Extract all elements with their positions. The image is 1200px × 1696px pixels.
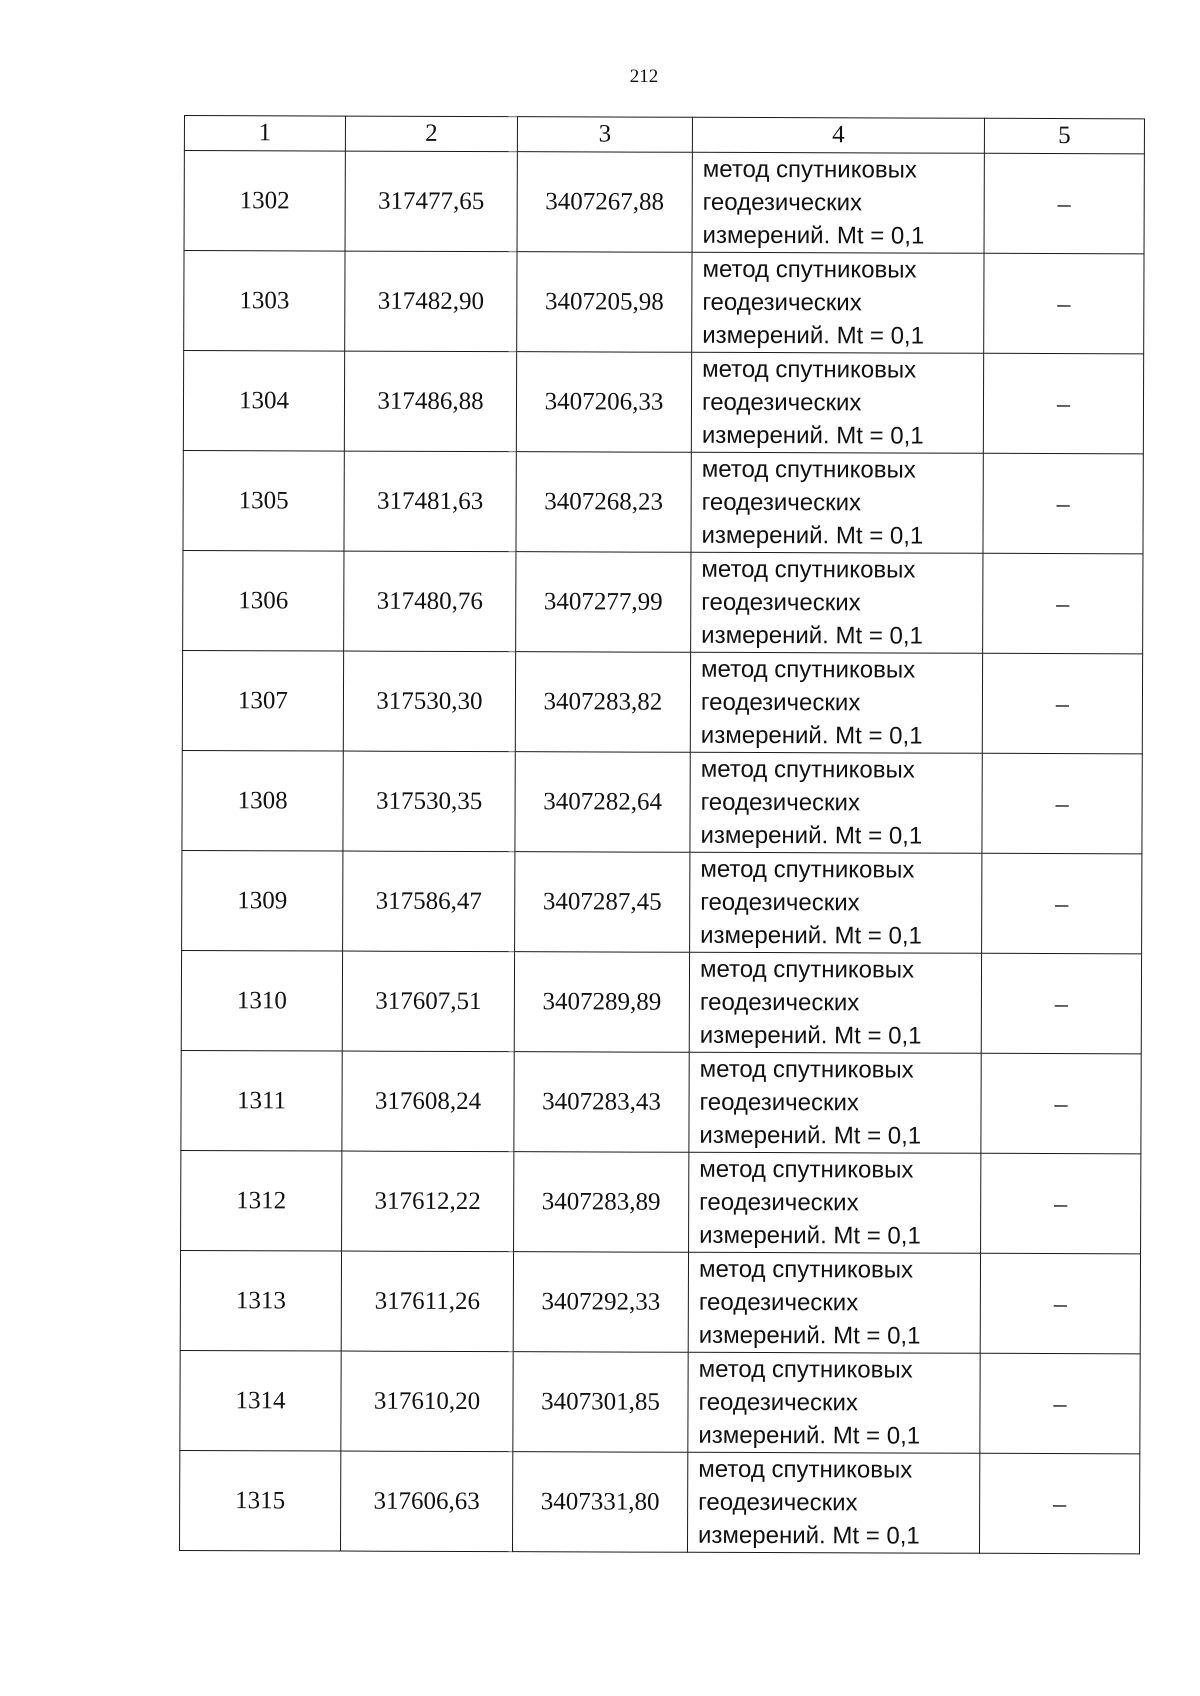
method-line: геодезических [701, 588, 861, 617]
method-line: измерений. Mt = 0,1 [702, 321, 925, 350]
note-cell: – [981, 1153, 1141, 1254]
table-row [179, 1450, 1139, 1553]
method-line: геодезических [698, 1288, 859, 1317]
method-cell [692, 252, 984, 353]
method-line: метод спутниковых [701, 455, 916, 484]
method-cell [691, 552, 983, 653]
y-coordinate-cell: 3407282,64 [515, 752, 690, 853]
method-cell [689, 1152, 981, 1253]
method-line: измерений. Mt = 0,1 [700, 921, 922, 950]
table-row [183, 550, 1143, 653]
y-coordinate-cell: 3407331,80 [512, 1452, 687, 1553]
method-line: метод спутниковых [700, 755, 915, 784]
table-body [179, 151, 1144, 1554]
table-row [182, 650, 1142, 753]
method-cell [690, 652, 982, 753]
point-number-cell: 1306 [183, 550, 344, 651]
column-header-5: 5 [984, 118, 1144, 154]
x-coordinate-cell: 317477,65 [345, 151, 517, 252]
method-line: геодезических [700, 688, 861, 717]
x-coordinate-cell: 317606,63 [340, 1451, 512, 1552]
point-number-cell: 1309 [182, 850, 343, 951]
method-line: измерений. Mt = 0,1 [701, 521, 924, 550]
table-row [182, 850, 1142, 953]
method-line: метод спутниковых [698, 1255, 914, 1284]
method-cell [689, 1052, 981, 1153]
method-line: измерений. Mt = 0,1 [700, 821, 923, 850]
y-coordinate-cell: 3407287,45 [515, 852, 690, 953]
method-line: геодезических [700, 888, 860, 917]
note-cell: – [982, 753, 1142, 854]
method-cell [689, 952, 981, 1053]
column-header-1: 1 [184, 116, 345, 152]
note-cell: – [979, 1453, 1139, 1554]
note-cell: – [983, 353, 1143, 454]
method-line: метод спутниковых [698, 1355, 913, 1384]
method-line: метод спутниковых [701, 655, 916, 684]
note-cell: – [982, 653, 1142, 754]
method-cell [688, 1252, 980, 1353]
y-coordinate-cell: 3407283,89 [514, 1152, 689, 1253]
point-number-cell: 1313 [180, 1250, 341, 1351]
method-line: измерений. Mt = 0,1 [698, 1321, 921, 1350]
x-coordinate-cell: 317480,76 [344, 551, 516, 652]
table-row [181, 1150, 1141, 1253]
point-number-cell: 1303 [184, 251, 345, 352]
method-line: измерений. Mt = 0,1 [699, 1221, 921, 1250]
method-line: геодезических [701, 388, 862, 417]
table-header-row [184, 116, 1144, 154]
point-number-cell: 1314 [180, 1350, 341, 1451]
method-line: метод спутниковых [699, 955, 915, 984]
x-coordinate-cell: 317611,26 [341, 1251, 513, 1352]
column-header-4: 4 [692, 117, 984, 153]
y-coordinate-cell: 3407268,23 [516, 452, 691, 553]
method-line: метод спутниковых [702, 155, 917, 184]
coordinates-table [179, 115, 1145, 1554]
method-line: геодезических [699, 1088, 859, 1117]
method-line: метод спутниковых [699, 1055, 914, 1084]
note-cell: – [981, 953, 1141, 1054]
x-coordinate-cell: 317612,22 [342, 1151, 514, 1252]
y-coordinate-cell: 3407292,33 [513, 1252, 688, 1353]
method-line: измерений. Mt = 0,1 [697, 1521, 920, 1550]
note-cell: – [984, 253, 1144, 354]
y-coordinate-cell: 3407206,33 [516, 352, 691, 453]
column-header-3: 3 [517, 117, 692, 153]
method-line: метод спутниковых [700, 855, 915, 884]
table-row [184, 251, 1144, 354]
note-cell: – [984, 153, 1144, 254]
table-row [181, 1050, 1141, 1153]
method-cell [690, 752, 982, 853]
method-line: измерений. Mt = 0,1 [701, 621, 923, 650]
table-row [184, 151, 1144, 254]
note-cell: – [982, 853, 1142, 954]
method-line: измерений. Mt = 0,1 [700, 721, 923, 750]
point-number-cell: 1308 [182, 750, 343, 851]
page-number: 212 [629, 66, 659, 87]
method-line: геодезических [699, 988, 860, 1017]
point-number-cell: 1307 [182, 650, 343, 751]
method-line: геодезических [699, 1188, 859, 1217]
table-row [182, 750, 1142, 853]
table-row [183, 450, 1143, 553]
point-number-cell: 1315 [179, 1450, 340, 1551]
table-row [183, 351, 1143, 454]
method-line: измерений. Mt = 0,1 [701, 421, 924, 450]
method-line: измерений. Mt = 0,1 [698, 1421, 921, 1450]
x-coordinate-cell: 317610,20 [341, 1351, 513, 1452]
method-line: геодезических [701, 488, 862, 517]
x-coordinate-cell: 317530,30 [343, 651, 515, 752]
point-number-cell: 1310 [181, 950, 342, 1051]
x-coordinate-cell: 317586,47 [343, 851, 515, 952]
table-row [180, 1250, 1140, 1353]
method-line: метод спутниковых [698, 1455, 913, 1484]
y-coordinate-cell: 3407283,43 [514, 1052, 689, 1153]
method-cell [692, 152, 984, 253]
x-coordinate-cell: 317482,90 [345, 251, 517, 352]
method-line: метод спутниковых [702, 355, 917, 384]
method-line: измерений. Mt = 0,1 [699, 1021, 922, 1050]
y-coordinate-cell: 3407277,99 [516, 552, 691, 653]
method-line: геодезических [702, 188, 863, 217]
y-coordinate-cell: 3407267,88 [517, 152, 692, 253]
point-number-cell: 1302 [184, 151, 345, 252]
point-number-cell: 1305 [183, 450, 344, 551]
point-number-cell: 1311 [181, 1050, 342, 1151]
y-coordinate-cell: 3407289,89 [514, 952, 689, 1053]
method-line: метод спутниковых [702, 255, 917, 284]
column-header-2: 2 [345, 116, 517, 152]
table-row [181, 950, 1141, 1053]
method-line: измерений. Mt = 0,1 [702, 221, 925, 250]
method-cell [688, 1352, 980, 1453]
method-line: измерений. Mt = 0,1 [699, 1121, 922, 1150]
method-line: метод спутниковых [701, 555, 916, 584]
x-coordinate-cell: 317530,35 [343, 751, 515, 852]
method-cell [691, 452, 983, 553]
x-coordinate-cell: 317608,24 [342, 1051, 514, 1152]
method-cell [687, 1452, 979, 1553]
method-line: метод спутниковых [699, 1155, 914, 1184]
y-coordinate-cell: 3407283,82 [515, 652, 690, 753]
method-line: геодезических [698, 1488, 858, 1517]
point-number-cell: 1312 [181, 1150, 342, 1251]
note-cell: – [983, 553, 1143, 654]
table-row [180, 1350, 1140, 1453]
note-cell: – [980, 1353, 1140, 1454]
point-number-cell: 1304 [183, 351, 344, 452]
y-coordinate-cell: 3407205,98 [517, 252, 692, 353]
method-line: геодезических [702, 288, 862, 317]
x-coordinate-cell: 317607,51 [342, 951, 514, 1052]
note-cell: – [980, 1253, 1140, 1354]
method-cell [690, 852, 982, 953]
y-coordinate-cell: 3407301,85 [513, 1352, 688, 1453]
note-cell: – [981, 1053, 1141, 1154]
method-cell [691, 352, 983, 453]
x-coordinate-cell: 317486,88 [344, 351, 516, 452]
note-cell: – [983, 453, 1143, 554]
x-coordinate-cell: 317481,63 [344, 451, 516, 552]
method-line: геодезических [700, 788, 861, 817]
method-line: геодезических [698, 1388, 858, 1417]
